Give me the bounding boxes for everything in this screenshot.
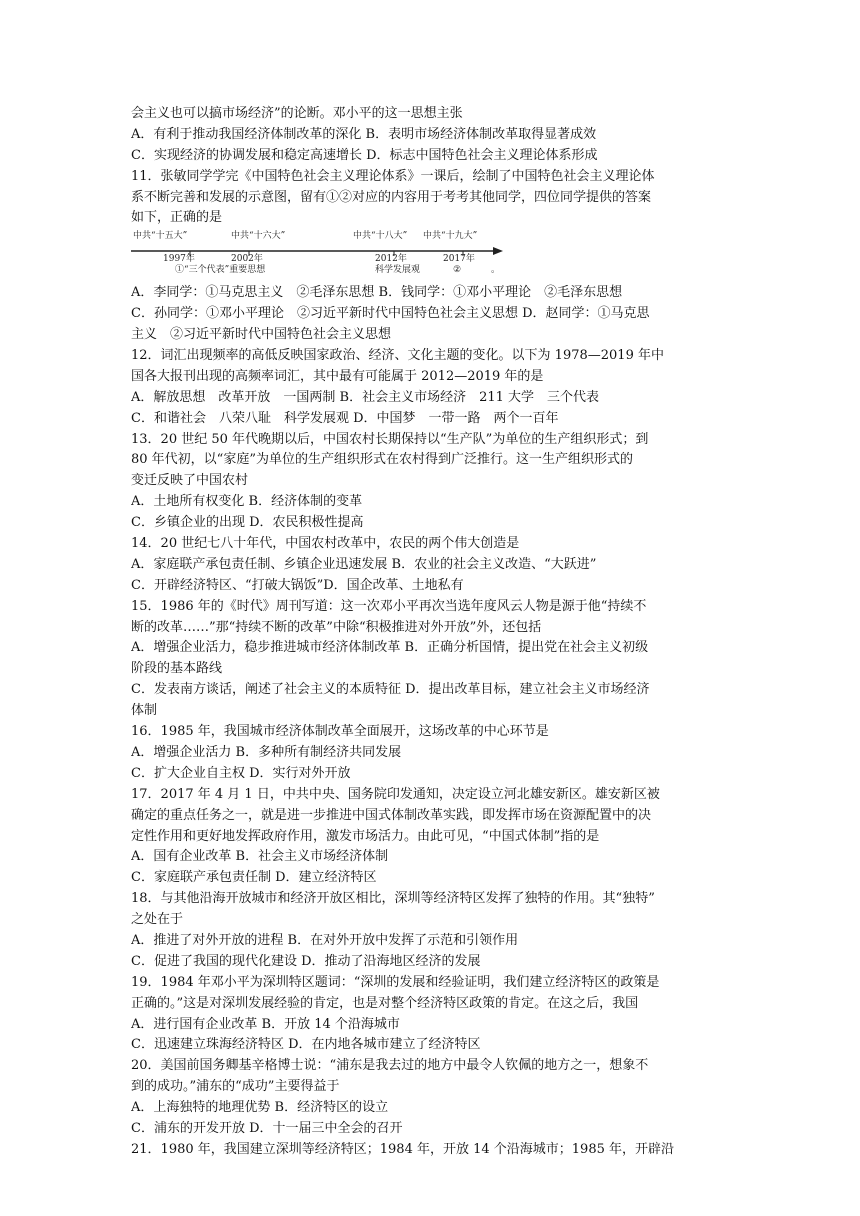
text-line: 如下，正确的是: [131, 210, 223, 226]
text-line: A．家庭联产承包责任制、乡镇企业迅速发展 B．农业的社会主义改造、“大跃进”: [131, 556, 597, 572]
text-line: 20．美国前国务卿基辛格博士说：“浦东是我去过的地方中最令人钦佩的地方之一，想象不: [131, 1058, 649, 1074]
year-2012: 2012年: [375, 254, 407, 265]
text-line: 主义 ②习近平新时代中国特色社会主义思想: [131, 327, 392, 343]
text-line: A．增强企业活力，稳步推进城市经济体制改革 B．正确分析国情，提出党在社会主义初级: [131, 640, 649, 656]
text-line: 国各大报刊出现的高频率词汇，其中最有可能属于 2012—2019 年的是: [131, 368, 544, 384]
text-line: 18．与其他沿海开放城市和经济开放区相比，深圳等经济特区发挥了独特的作用。其“独特”: [131, 891, 655, 907]
item-three-represents: ①“三个代表”重要思想: [175, 265, 266, 276]
text-line: C．扩大企业自主权 D．实行对外开放: [131, 765, 351, 781]
text-line: C．孙同学：①邓小平理论 ②习近平新时代中国特色社会主义思想 D．赵同学：①马克思: [131, 306, 650, 322]
text-line: 14．20 世纪七八十年代，中国农村改革中，农民的两个伟大创造是: [131, 536, 520, 552]
congress-19: 中共“十九大”: [423, 231, 478, 242]
document-page: [131, 104, 743, 1161]
timeline-arrow: [493, 247, 503, 255]
year-2017: 2017年: [443, 254, 475, 265]
text-line: 12．词汇出现频率的高低反映国家政治、经济、文化主题的变化。以下为 1978—2019 年中: [131, 348, 664, 364]
text-line: C．乡镇企业的出现 D．农民积极性提高: [131, 515, 364, 531]
text-line: 确定的重点任务之一，就是进一步推进中国式体制改革实践，即发挥市场在资源配置中的决: [131, 807, 652, 823]
text-line: 定性作用和更好地发挥政府作用，激发市场活力。由此可见，“中国式体制”指的是: [131, 828, 600, 844]
text-line: 16．1985 年，我国城市经济体制改革全面展开，这场改革的中心环节是: [131, 724, 549, 740]
text-line: 会主义也可以搞市场经济”的论断。邓小平的这一思想主张: [131, 106, 463, 121]
text-line: A．进行国有企业改革 B．开放 14 个沿海城市: [131, 1016, 400, 1032]
text-line: C．发表南方谈话，阐述了社会主义的本质特征 D．提出改革目标，建立社会主义市场经济: [131, 682, 650, 698]
timeline-figure: [131, 231, 743, 281]
text-line: C．和谐社会 八荣八耻 科学发展观 D．中国梦 一带一路 两个一百年: [131, 410, 559, 426]
text-line: C．浦东的开发开放 D．十一届三中全会的召开: [131, 1120, 403, 1136]
text-line: A．增强企业活力 B．多种所有制经济共同发展: [131, 744, 402, 760]
text-line: A．上海独特的地理优势 B．经济特区的设立: [131, 1100, 389, 1116]
text-block-top: [131, 104, 743, 229]
text-line: A．土地所有权变化 B．经济体制的变革: [131, 494, 363, 510]
text-line: 系不断完善和发展的示意图，留有①②对应的内容用于考考其他同学，四位同学提供的答案: [131, 189, 652, 205]
text-line: 断的改革……”那“持续不断的改革”中除“积极推进对外开放”外，还包括: [131, 619, 542, 635]
text-line: 变迁反映了中国农村: [131, 473, 249, 489]
item-scientific-outlook: 科学发展观: [375, 265, 421, 276]
text-line: C．促进了我国的现代化建设 D．推动了沿海地区经济的发展: [131, 953, 481, 969]
year-1997: 1997年: [163, 254, 195, 265]
text-line: C．家庭联产承包责任制 D．建立经济特区: [131, 870, 377, 886]
text-line: 到的成功。”浦东的“成功”主要得益于: [131, 1079, 340, 1095]
text-line: C．开辟经济特区、“打破大锅饭”D．国企改革、土地私有: [131, 577, 464, 593]
text-line: 正确的。”这是对深圳发展经验的肯定，也是对整个经济特区政策的肯定。在这之后，我国: [131, 995, 639, 1011]
text-line: 13．20 世纪 50 年代晚期以后，中国农村长期保持以“生产队”为单位的生产组织形式；到: [131, 431, 649, 447]
text-line: 80 年代初，以“家庭”为单位的生产组织形式在农村得到广泛推行。这一生产组织形式的: [131, 452, 633, 468]
text-line: C．迅速建立珠海经济特区 D．在内地各城市建立了经济特区: [131, 1037, 481, 1053]
congress-16: 中共“十六大”: [231, 231, 286, 242]
year-2002: 2002年: [231, 254, 263, 265]
text-line: 阶段的基本路线: [131, 661, 223, 677]
text-line: 17．2017 年 4 月 1 日，中共中央、国务院印发通知，决定设立河北雄安新区。雄安新区被: [131, 786, 660, 802]
text-block-bottom: [131, 283, 743, 1160]
text-line: 21．1980 年，我国建立深圳等经济特区；1984 年，开放 14 个沿海城市；1985 年，开辟沿: [131, 1141, 674, 1157]
text-line: A．李同学：①马克思主义 ②毛泽东思想 B．钱同学：①邓小平理论 ②毛泽东思想: [131, 285, 623, 301]
congress-18: 中共“十八大”: [353, 231, 408, 242]
text-line: A．推进了对外开放的进程 B．在对外开放中发挥了示范和引领作用: [131, 932, 519, 948]
text-line: A．有利于推动我国经济体制改革的深化 B．表明市场经济体制改革取得显著成效: [131, 126, 597, 142]
text-line: 之处在于: [131, 912, 184, 928]
text-line: C．实现经济的协调发展和稳定高速增长 D．标志中国特色社会主义理论体系形成: [131, 147, 598, 163]
text-line: 体制: [131, 703, 158, 719]
text-line: 11．张敏同学学完《中国特色社会主义理论体系》一课后，绘制了中国特色社会主义理论体: [131, 168, 655, 184]
text-line: A．国有企业改革 B．社会主义市场经济体制: [131, 849, 389, 865]
text-line: A．解放思想 改革开放 一国两制 B．社会主义市场经济 211 大学 三个代表: [131, 389, 600, 405]
congress-15: 中共“十五大”: [133, 231, 188, 242]
item-blank-2: ②: [453, 265, 462, 276]
text-line: 19．1984 年邓小平为深圳特区题词：“深圳的发展和经验证明，我们建立经济特区的政策是: [131, 974, 660, 990]
timeline-end-mark: 。: [491, 265, 501, 276]
text-line: 15．1986 年的《时代》周刊写道：这一次邓小平再次当选年度风云人物是源于他“持续不: [131, 598, 647, 614]
